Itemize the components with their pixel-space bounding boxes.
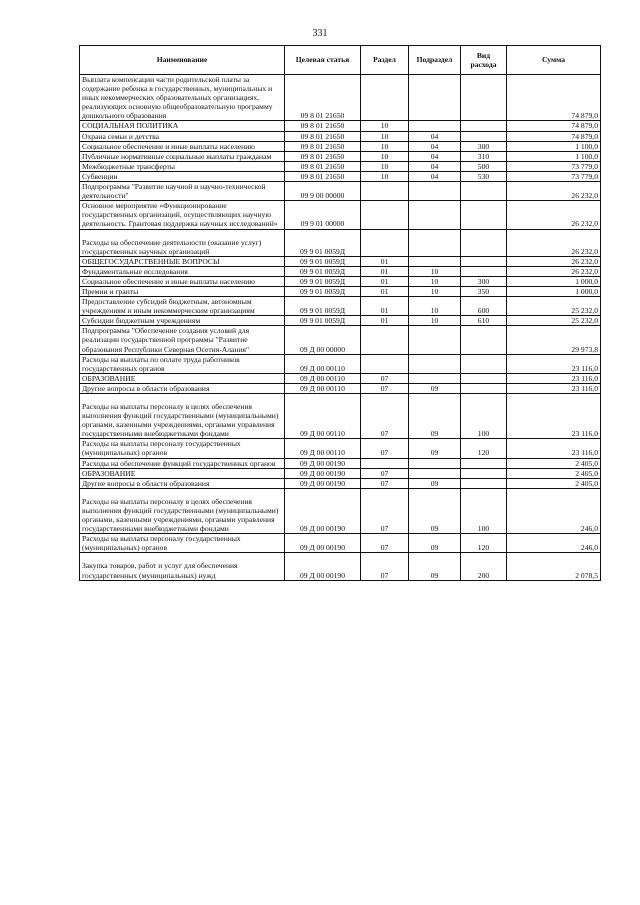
row-section: 01 — [361, 266, 409, 276]
row-target-article: 09 Д 00 00190 — [285, 458, 361, 468]
row-expense-kind — [461, 468, 507, 478]
row-section — [361, 182, 409, 201]
row-expense-kind — [461, 354, 507, 373]
row-section — [361, 201, 409, 229]
row-subsection: 09 — [409, 394, 461, 439]
row-section — [361, 458, 409, 468]
row-name: Выплата компенсации части родительской платы за содержание ребенка в государственных, муниципальных и иных некоммерческих образовательных организациях, реализующих основную общеобразовательную программу дошкольного образования — [80, 75, 285, 121]
row-section: 01 — [361, 286, 409, 296]
row-expense-kind — [461, 121, 507, 131]
row-expense-kind — [461, 229, 507, 256]
row-section: 07 — [361, 488, 409, 533]
row-sum: 2 405,0 — [507, 478, 601, 488]
row-section: 07 — [361, 383, 409, 393]
row-sum: 26 232,0 — [507, 266, 601, 276]
row-sum: 246,0 — [507, 488, 601, 533]
header-section: Раздел — [361, 46, 409, 75]
table-row — [80, 182, 601, 201]
row-name: Фундаментальные исследования — [80, 266, 285, 276]
row-section: 07 — [361, 439, 409, 458]
row-expense-kind — [461, 383, 507, 393]
row-expense-kind: 100 — [461, 488, 507, 533]
row-target-article: 09 8 01 21650 — [285, 161, 361, 171]
header-target-article: Целевая статья — [285, 46, 361, 75]
row-expense-kind — [461, 131, 507, 141]
row-name: Другие вопросы в области образования — [80, 478, 285, 488]
row-target-article: 09 Д 00 00000 — [285, 326, 361, 354]
row-name: Закупка товаров, работ и услуг для обеспечения государственных (муниципальных) нужд — [80, 553, 285, 580]
row-section: 07 — [361, 394, 409, 439]
page-number: 331 — [312, 28, 328, 39]
table-row — [80, 553, 601, 580]
row-subsection: 09 — [409, 383, 461, 393]
table-row — [80, 468, 601, 478]
row-name: Премии и гранты — [80, 286, 285, 296]
row-name: Субвенции — [80, 171, 285, 181]
row-section: 07 — [361, 373, 409, 383]
row-name: Расходы на обеспечение функций государственных органов — [80, 458, 285, 468]
row-name: Другие вопросы в области образования — [80, 383, 285, 393]
row-sum: 23 116,0 — [507, 354, 601, 373]
row-sum: 26 232,0 — [507, 256, 601, 266]
table-row — [80, 141, 601, 151]
row-subsection — [409, 75, 461, 121]
row-subsection — [409, 354, 461, 373]
row-target-article: 09 8 01 21650 — [285, 75, 361, 121]
row-expense-kind: 200 — [461, 553, 507, 580]
row-name: Публичные нормативные социальные выплаты гражданам — [80, 151, 285, 161]
row-subsection: 09 — [409, 439, 461, 458]
row-section — [361, 326, 409, 354]
row-sum: 74 879,0 — [507, 131, 601, 141]
row-target-article: 09 9 01 0059Д — [285, 266, 361, 276]
row-name: ОБРАЗОВАНИЕ — [80, 468, 285, 478]
row-expense-kind — [461, 256, 507, 266]
row-expense-kind — [461, 373, 507, 383]
row-subsection: 04 — [409, 161, 461, 171]
row-section: 01 — [361, 276, 409, 286]
row-target-article: 09 Д 00 00110 — [285, 373, 361, 383]
header-expense-kind: Вид расхода — [461, 46, 507, 75]
row-sum: 26 232,0 — [507, 201, 601, 229]
row-section: 07 — [361, 534, 409, 553]
row-sum: 73 779,0 — [507, 171, 601, 181]
row-section: 10 — [361, 171, 409, 181]
row-name: Расходы на выплаты персоналу государственных (муниципальных) органов — [80, 534, 285, 553]
row-subsection: 09 — [409, 534, 461, 553]
row-name: Предоставление субсидий бюджетным, автономным учреждениям и иным некоммерческим организациям — [80, 297, 285, 316]
row-name: Субсидии бюджетным учреждениям — [80, 316, 285, 326]
row-subsection: 09 — [409, 553, 461, 580]
row-target-article: 09 Д 00 00110 — [285, 394, 361, 439]
row-sum: 23 116,0 — [507, 394, 601, 439]
row-target-article: 09 8 01 21650 — [285, 131, 361, 141]
row-subsection: 10 — [409, 266, 461, 276]
row-subsection: 10 — [409, 276, 461, 286]
row-name: СОЦИАЛЬНАЯ ПОЛИТИКА — [80, 121, 285, 131]
row-name: Расходы на выплаты персоналу в целях обеспечения выполнения функций государственными (муниципальными) органами, казенными учреждениями, органами управления государственными внебюджетными фондами — [80, 488, 285, 533]
row-target-article: 09 9 01 0059Д — [285, 256, 361, 266]
table-row — [80, 161, 601, 171]
row-target-article: 09 9 01 0059Д — [285, 316, 361, 326]
row-target-article: 09 9 01 0059Д — [285, 286, 361, 296]
table-row — [80, 534, 601, 553]
table-row — [80, 151, 601, 161]
row-sum: 2 405,0 — [507, 468, 601, 478]
row-expense-kind — [461, 458, 507, 468]
row-sum: 73 779,0 — [507, 161, 601, 171]
row-name: Охрана семьи и детства — [80, 131, 285, 141]
row-expense-kind: 100 — [461, 394, 507, 439]
row-section: 01 — [361, 297, 409, 316]
table-row — [80, 354, 601, 373]
row-sum: 23 116,0 — [507, 373, 601, 383]
row-name: Расходы на выплаты по оплате труда работников государственных органов — [80, 354, 285, 373]
row-subsection: 09 — [409, 488, 461, 533]
row-section: 07 — [361, 553, 409, 580]
row-section: 10 — [361, 131, 409, 141]
row-target-article: 09 9 01 00000 — [285, 201, 361, 229]
table-row — [80, 131, 601, 141]
table-row — [80, 297, 601, 316]
row-subsection — [409, 256, 461, 266]
row-subsection — [409, 121, 461, 131]
row-target-article: 09 Д 00 00190 — [285, 478, 361, 488]
row-sum: 1 100,0 — [507, 151, 601, 161]
row-expense-kind: 350 — [461, 286, 507, 296]
row-name: Основное мероприятие «Функционирование государственных организаций, осуществляющих научную деятельность. Грантовая поддержка научных исследований» — [80, 201, 285, 229]
row-sum: 2 078,5 — [507, 553, 601, 580]
row-subsection — [409, 229, 461, 256]
table-row — [80, 439, 601, 458]
row-name: ОБЩЕГОСУДАРСТВЕННЫЕ ВОПРОСЫ — [80, 256, 285, 266]
row-expense-kind — [461, 182, 507, 201]
row-section: 01 — [361, 256, 409, 266]
row-subsection: 09 — [409, 478, 461, 488]
row-sum: 2 405,0 — [507, 458, 601, 468]
row-section: 01 — [361, 316, 409, 326]
budget-table — [79, 45, 601, 581]
table-row — [80, 478, 601, 488]
table-row — [80, 458, 601, 468]
row-expense-kind: 310 — [461, 151, 507, 161]
row-expense-kind: 530 — [461, 171, 507, 181]
row-section: 10 — [361, 161, 409, 171]
row-sum: 74 879,0 — [507, 75, 601, 121]
row-sum: 246,0 — [507, 534, 601, 553]
row-target-article: 09 8 01 21650 — [285, 141, 361, 151]
table-row — [80, 171, 601, 181]
row-name: Социальное обеспечение и иные выплаты населению — [80, 141, 285, 151]
row-sum: 23 116,0 — [507, 383, 601, 393]
row-expense-kind: 610 — [461, 316, 507, 326]
row-subsection — [409, 201, 461, 229]
row-expense-kind — [461, 326, 507, 354]
row-target-article: 09 Д 00 00110 — [285, 354, 361, 373]
table-row — [80, 326, 601, 354]
row-expense-kind — [461, 266, 507, 276]
table-row — [80, 256, 601, 266]
row-section: 10 — [361, 121, 409, 131]
row-subsection — [409, 326, 461, 354]
table-row — [80, 316, 601, 326]
row-target-article: 09 Д 00 00190 — [285, 553, 361, 580]
row-section: 10 — [361, 141, 409, 151]
row-target-article: 09 9 01 0059Д — [285, 276, 361, 286]
table-row — [80, 373, 601, 383]
row-sum: 29 973,8 — [507, 326, 601, 354]
row-section — [361, 75, 409, 121]
row-expense-kind: 300 — [461, 141, 507, 151]
table-row — [80, 488, 601, 533]
row-sum: 74 879,0 — [507, 121, 601, 131]
row-name: Подпрограмма "Развитие научной и научно-технической деятельности" — [80, 182, 285, 201]
row-target-article: 09 8 01 21650 — [285, 121, 361, 131]
row-target-article: 09 9 00 00000 — [285, 182, 361, 201]
row-target-article: 09 9 01 0059Д — [285, 297, 361, 316]
table-row — [80, 276, 601, 286]
row-section: 07 — [361, 478, 409, 488]
row-expense-kind: 120 — [461, 534, 507, 553]
row-subsection — [409, 468, 461, 478]
row-subsection — [409, 373, 461, 383]
row-subsection: 04 — [409, 171, 461, 181]
row-target-article: 09 9 01 0059Д — [285, 229, 361, 256]
header-subsection: Подраздел — [409, 46, 461, 75]
row-subsection — [409, 458, 461, 468]
row-expense-kind — [461, 201, 507, 229]
row-sum: 25 232,0 — [507, 297, 601, 316]
row-name: ОБРАЗОВАНИЕ — [80, 373, 285, 383]
row-sum: 1 100,0 — [507, 141, 601, 151]
row-subsection: 04 — [409, 151, 461, 161]
row-expense-kind: 300 — [461, 276, 507, 286]
row-section — [361, 229, 409, 256]
row-subsection: 10 — [409, 297, 461, 316]
table-row — [80, 121, 601, 131]
table-body — [80, 75, 601, 581]
row-subsection — [409, 182, 461, 201]
row-expense-kind — [461, 478, 507, 488]
row-sum: 1 000,0 — [507, 286, 601, 296]
row-sum: 23 116,0 — [507, 439, 601, 458]
table-row — [80, 383, 601, 393]
row-name: Межбюджетные трансферты — [80, 161, 285, 171]
row-sum: 26 232,0 — [507, 229, 601, 256]
row-expense-kind: 500 — [461, 161, 507, 171]
table-row — [80, 394, 601, 439]
row-expense-kind — [461, 75, 507, 121]
row-sum: 25 232,0 — [507, 316, 601, 326]
table-header-row — [80, 46, 601, 75]
table-row — [80, 229, 601, 256]
row-subsection: 04 — [409, 131, 461, 141]
row-expense-kind: 120 — [461, 439, 507, 458]
row-section: 10 — [361, 151, 409, 161]
row-target-article: 09 Д 00 00110 — [285, 439, 361, 458]
row-name: Социальное обеспечение и иные выплаты населению — [80, 276, 285, 286]
row-subsection: 04 — [409, 141, 461, 151]
table-row — [80, 286, 601, 296]
row-name: Расходы на обеспечение деятельности (оказание услуг) государственных научных организаций — [80, 229, 285, 256]
row-name: Расходы на выплаты персоналу государственных (муниципальных) органов — [80, 439, 285, 458]
row-expense-kind: 600 — [461, 297, 507, 316]
row-sum: 1 000,0 — [507, 276, 601, 286]
row-target-article: 09 8 01 21650 — [285, 171, 361, 181]
row-target-article: 09 Д 00 00190 — [285, 468, 361, 478]
table-row — [80, 266, 601, 276]
header-sum: Сумма — [507, 46, 601, 75]
row-name: Расходы на выплаты персоналу в целях обеспечения выполнения функций государственными (муниципальными) органами, казенными учреждениями, органами управления государственными внебюджетными фондами — [80, 394, 285, 439]
row-target-article: 09 Д 00 00110 — [285, 383, 361, 393]
table-row — [80, 201, 601, 229]
row-section: 07 — [361, 468, 409, 478]
row-target-article: 09 Д 00 00190 — [285, 534, 361, 553]
row-subsection: 10 — [409, 286, 461, 296]
table-row — [80, 75, 601, 121]
row-name: Подпрограмма "Обеспечение создания условий для реализации государственной программы "Развитие образования Республики Северная Осетия-Алания" — [80, 326, 285, 354]
row-subsection: 10 — [409, 316, 461, 326]
row-section — [361, 354, 409, 373]
row-target-article: 09 8 01 21650 — [285, 151, 361, 161]
row-sum: 26 232,0 — [507, 182, 601, 201]
row-target-article: 09 Д 00 00190 — [285, 488, 361, 533]
header-name: Наименование — [80, 46, 285, 75]
